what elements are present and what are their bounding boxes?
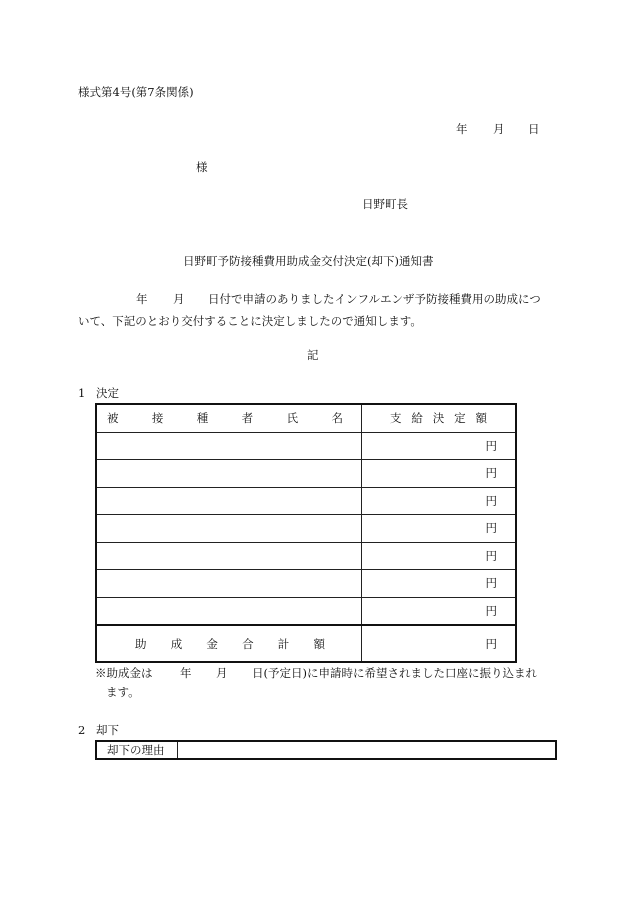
recipient-name-cell[interactable] xyxy=(96,515,362,543)
recipient-name-cell[interactable] xyxy=(96,432,362,460)
recipient-name-cell[interactable] xyxy=(96,597,362,625)
amount-cell[interactable]: 円 xyxy=(362,597,517,625)
amount-cell[interactable]: 円 xyxy=(362,515,517,543)
header-payment-amount xyxy=(362,404,517,432)
ki-label: 記 xyxy=(307,348,319,362)
table-row xyxy=(96,460,516,488)
table-row xyxy=(96,570,516,598)
amount-cell[interactable]: 円 xyxy=(362,542,517,570)
amount-cell[interactable]: 円 xyxy=(362,460,517,488)
header-char: 氏 xyxy=(286,411,299,426)
body-month: 月 xyxy=(173,292,185,306)
reason-field[interactable] xyxy=(178,741,557,759)
header-char: 給 xyxy=(411,411,423,426)
amount-cell[interactable]: 円 xyxy=(362,570,517,598)
table-row xyxy=(96,487,516,515)
decision-table xyxy=(95,403,517,663)
header-char: 接 xyxy=(151,411,164,426)
reason-row xyxy=(96,741,556,759)
table-row xyxy=(96,432,516,460)
date-year: 年 xyxy=(456,122,468,136)
note-year: 年 xyxy=(180,666,192,680)
header-char: 被 xyxy=(107,411,119,426)
header-char: 支 xyxy=(390,411,402,426)
note-prefix: ※助成金は xyxy=(95,666,153,680)
header-char: 者 xyxy=(241,411,254,426)
section-2-number: 2 xyxy=(78,723,86,737)
date-day: 日 xyxy=(528,122,540,136)
total-amount-cell[interactable]: 円 xyxy=(362,625,517,662)
recipient-name-cell[interactable] xyxy=(96,570,362,598)
table-row xyxy=(96,542,516,570)
document-title: 日野町予防接種費用助成金交付決定(却下)通知書 xyxy=(183,254,434,268)
issuer: 日野町長 xyxy=(362,197,408,211)
note-text-2: ます。 xyxy=(106,685,140,699)
total-char: 金 xyxy=(206,636,218,651)
section-1-number: 1 xyxy=(78,386,86,400)
recipient-name-cell[interactable] xyxy=(96,542,362,570)
total-char: 成 xyxy=(170,636,183,651)
header-char: 定 xyxy=(454,411,466,426)
note-month: 月 xyxy=(216,666,228,680)
total-char: 合 xyxy=(242,636,254,651)
total-char: 計 xyxy=(277,636,290,651)
amount-cell[interactable]: 円 xyxy=(362,432,517,460)
total-char: 額 xyxy=(313,636,325,651)
section-1-title: 決定 xyxy=(96,386,119,400)
section-2-title: 却下 xyxy=(96,723,119,737)
total-row xyxy=(96,625,516,662)
date-month: 月 xyxy=(493,122,505,136)
total-char: 助 xyxy=(135,636,147,651)
reason-label: 却下の理由 xyxy=(96,741,178,759)
recipient-name-cell[interactable] xyxy=(96,460,362,488)
header-recipient-name xyxy=(96,404,362,432)
addressee-suffix: 様 xyxy=(196,160,208,174)
body-year: 年 xyxy=(136,292,148,306)
table-header-row xyxy=(96,404,516,432)
header-char: 種 xyxy=(196,411,209,426)
table-row xyxy=(96,515,516,543)
header-char: 名 xyxy=(331,411,343,426)
form-number: 様式第4号(第7条関係) xyxy=(78,85,194,99)
total-label xyxy=(96,625,362,662)
body-line-2: いて、下記のとおり交付することに決定しましたので通知します。 xyxy=(78,314,422,328)
note-text: 日(予定日)に申請時に希望されました口座に振り込まれ xyxy=(252,666,537,680)
amount-cell[interactable]: 円 xyxy=(362,487,517,515)
rejection-reason-table xyxy=(95,740,557,760)
header-char: 額 xyxy=(475,411,487,426)
table-row xyxy=(96,597,516,625)
body-line-1: 日付で申請のありましたインフルエンザ予防接種費用の助成につ xyxy=(208,292,541,306)
recipient-name-cell[interactable] xyxy=(96,487,362,515)
header-char: 決 xyxy=(432,411,445,426)
